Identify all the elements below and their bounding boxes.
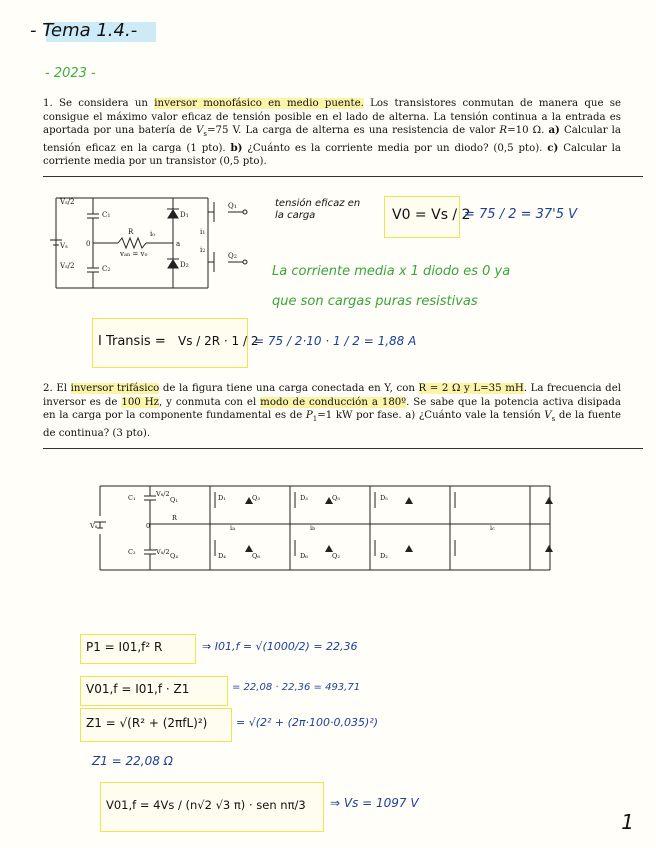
tension-eficaz-label: tensión eficaz en la carga	[275, 198, 361, 221]
svg-text:Vs/2: Vs/2	[156, 490, 170, 498]
itrans-result: = 75 / 2·10 · 1 / 2 = 1,88 A	[254, 334, 417, 348]
itrans-expr: Vs / 2R · 1 / 2	[178, 334, 259, 348]
svg-text:D₅: D₅	[380, 494, 388, 502]
page-number: 1	[621, 810, 634, 834]
svg-text:Vs: Vs	[60, 242, 68, 250]
svg-text:D₂: D₂	[380, 552, 388, 560]
svg-text:Q₅: Q₅	[332, 494, 340, 502]
svg-text:Vs/2: Vs/2	[60, 262, 75, 270]
svg-text:a: a	[176, 240, 181, 248]
svg-text:Q1: Q1	[228, 202, 237, 210]
svg-text:Vs/2: Vs/2	[156, 548, 170, 556]
svg-text:i2: i2	[200, 246, 206, 254]
problem-1-text: 1. Se considera un inversor monofásico en medio puente. Los transistores conmutan de manera que se consigue el máximo valor eficaz de tensión posible en el lado de alterna. La tensión continua a la entrada es aportada por una batería de $V_s=75$ V. La carga de alterna es una resistencia de valor R=10 Ω. a) Calcular la tensión eficaz en la carga (1 pto). b) ¿Cuánto es la corriente media por un diodo? (0,5 pto). c) Calcular la corriente media por un transistor (0,5 pto).	[43, 98, 622, 168]
v0-formula: V0 = Vs / 2	[392, 207, 471, 223]
svg-text:Q2: Q2	[228, 252, 237, 260]
half-bridge-circuit	[48, 188, 258, 298]
svg-text:van = vo: van = vo	[120, 250, 148, 258]
svg-text:Q₂: Q₂	[332, 552, 340, 560]
p1-result: ⇒ I01,f = √(1000/2) = 22,36	[202, 640, 358, 653]
divider-2	[43, 448, 643, 449]
v0-result: = 75 / 2 = 37'5 V	[464, 207, 578, 222]
svg-text:Vs: Vs	[90, 522, 98, 530]
svg-text:ia: ia	[230, 524, 236, 532]
year-label: - 2023 -	[45, 66, 96, 81]
diode-note-line-1: La corriente media x 1 diodo es 0 ya	[272, 264, 511, 279]
svg-text:D₄: D₄	[218, 552, 226, 560]
svg-text:ib: ib	[310, 524, 316, 532]
svg-text:0: 0	[146, 522, 151, 530]
svg-text:Q₆: Q₆	[252, 552, 260, 560]
divider-1	[43, 176, 643, 177]
svg-text:C2: C2	[102, 265, 111, 273]
v01-formula: V01,f = I01,f · Z1	[86, 682, 190, 696]
svg-text:R: R	[172, 514, 177, 522]
svg-text:Q₄: Q₄	[170, 552, 178, 560]
svg-text:D₃: D₃	[300, 494, 308, 502]
z1-formula: Z1 = √(R² + (2πfL)²)	[86, 716, 208, 730]
vfinal-formula: V01,f = 4Vs / (n√2 √3 π) · sen nπ/3	[106, 798, 306, 812]
vfinal-result: ⇒ Vs = 1097 V	[330, 796, 419, 810]
svg-text:Q₃: Q₃	[252, 494, 260, 502]
svg-text:0: 0	[86, 240, 91, 248]
diode-note-line-2: que son cargas puras resistivas	[272, 294, 478, 309]
z1-result: = √(2² + (2π·100·0,035)²)	[236, 716, 379, 729]
svg-text:D2: D2	[180, 261, 189, 269]
v01-result: = 22,08 · 22,36 = 493,71	[232, 682, 361, 693]
svg-text:C1: C1	[102, 211, 111, 219]
itrans-lhs: I Transis =	[98, 334, 166, 349]
svg-text:C₁: C₁	[128, 494, 136, 502]
svg-text:R: R	[128, 228, 134, 236]
svg-text:D₁: D₁	[218, 494, 226, 502]
three-phase-inverter-circuit	[90, 478, 570, 578]
svg-text:Vs/2: Vs/2	[60, 198, 75, 206]
svg-text:i1: i1	[200, 228, 206, 236]
svg-text:ic: ic	[490, 524, 495, 532]
svg-text:Q₁: Q₁	[170, 496, 178, 504]
problem-2-text: 2. El inversor trifásico de la figura tiene una carga conectada en Y, con R = 2 Ω y L=35 mH. La frecuencia del inversor es de 100 Hz, y conmuta con el modo de conducción a 180º. Se sabe que la potencia activa disipada en la carga por la componente fundamental es de $P_1=1$ kW por fase. a) ¿Cuánto vale la tensión $V_s$ de la fuente de continua? (3 pto).	[43, 383, 621, 439]
svg-text:D1: D1	[180, 211, 189, 219]
svg-text:D₆: D₆	[300, 552, 308, 560]
p1-formula: P1 = I01,f² R	[86, 640, 163, 654]
svg-text:C₂: C₂	[128, 548, 136, 556]
z1-value: Z1 = 22,08 Ω	[92, 754, 173, 768]
svg-text:i₀: i₀	[150, 230, 156, 238]
page-title: - Tema 1.4.-	[30, 20, 138, 41]
